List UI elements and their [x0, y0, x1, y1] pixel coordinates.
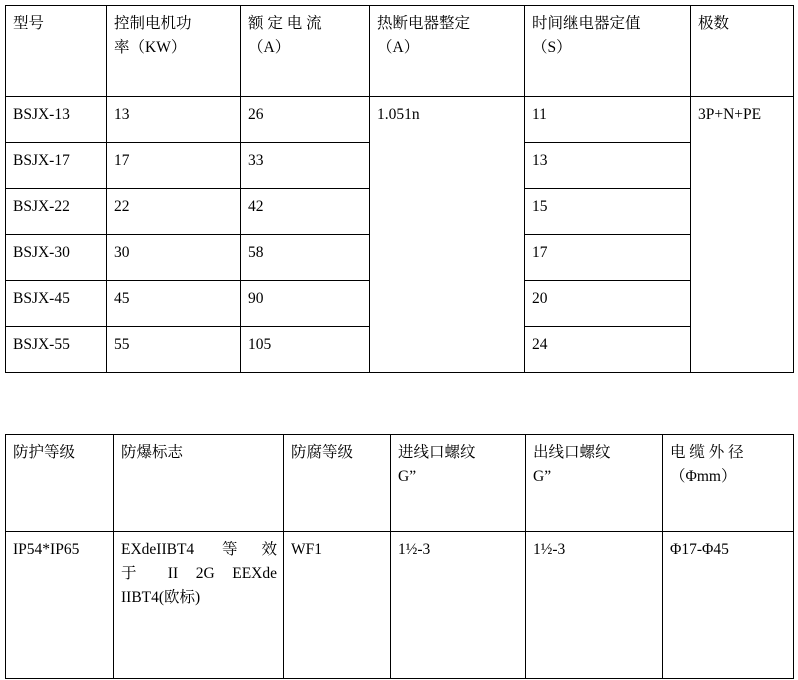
cell-power: 30 [107, 235, 241, 281]
cell-power: 17 [107, 143, 241, 189]
header-cell-poles [691, 6, 794, 97]
cell-poles-merged: 3P+N+PE [691, 97, 794, 373]
header-mark-line1: 防爆标志 [121, 444, 184, 461]
cell-model: BSJX-55 [6, 327, 107, 373]
table-row [6, 97, 794, 143]
header-poles-line1: 极数 [698, 15, 730, 32]
header-inlet-line2: G” [398, 468, 417, 486]
cell-thermal-merged: 1.051n [370, 97, 525, 373]
header-cell-current [241, 6, 370, 97]
cell-model: BSJX-45 [6, 281, 107, 327]
header-cell-inlet-thread [391, 435, 526, 532]
cell-inlet-thread: 1½-3 [391, 532, 526, 679]
cell-time: 20 [525, 281, 691, 327]
header-power-line1: 控制电机功 [114, 15, 192, 32]
cell-outlet-thread: 1½-3 [526, 532, 663, 679]
cell-current: 26 [241, 97, 370, 143]
header-outlet-line1: 出线口螺纹 [533, 444, 611, 461]
header-current-line2: （A） [248, 39, 291, 57]
header-inlet-line1: 进线口螺纹 [398, 444, 476, 461]
mark-line1: EXdeIIBT4 等效 [121, 541, 277, 558]
cell-power: 22 [107, 189, 241, 235]
cell-time: 13 [525, 143, 691, 189]
header-grade-line1: 防护等级 [13, 444, 76, 461]
header-diameter-line2: （Φmm） [670, 468, 737, 486]
cell-current: 42 [241, 189, 370, 235]
cell-model: BSJX-17 [6, 143, 107, 189]
protection-table [5, 434, 794, 679]
header-time-line1: 时间继电器定值 [532, 15, 641, 32]
header-diameter-line1: 电 缆 外 径 [670, 444, 744, 461]
table-row [6, 532, 794, 679]
mark-line2: 于 II 2G EEXde [121, 565, 277, 583]
mark-line3: IIBT4(欧标) [121, 589, 201, 607]
cell-power: 13 [107, 97, 241, 143]
cell-current: 105 [241, 327, 370, 373]
header-cell-explosion-mark [114, 435, 284, 532]
header-cell-corrosion-grade [284, 435, 391, 532]
specs-table [5, 5, 794, 373]
cell-corrosion-grade: WF1 [284, 532, 391, 679]
table-header-row [6, 6, 794, 97]
cell-time: 11 [525, 97, 691, 143]
table-header-row [6, 435, 794, 532]
header-time-line2: （S） [532, 39, 572, 57]
header-cell-thermal [370, 6, 525, 97]
cell-model: BSJX-13 [6, 97, 107, 143]
cell-power: 45 [107, 281, 241, 327]
cell-time: 24 [525, 327, 691, 373]
cell-protection-grade: IP54*IP65 [6, 532, 114, 679]
header-thermal-line2: （A） [377, 39, 420, 57]
header-cell-model [6, 6, 107, 97]
header-cell-time [525, 6, 691, 97]
cell-time: 17 [525, 235, 691, 281]
header-cell-power [107, 6, 241, 97]
header-outlet-line2: G” [533, 468, 552, 486]
header-power-line2: 率（KW） [114, 39, 187, 57]
header-cell-cable-diameter [663, 435, 794, 532]
cell-cable-diameter: Φ17-Φ45 [663, 532, 794, 679]
cell-model: BSJX-22 [6, 189, 107, 235]
cell-power: 55 [107, 327, 241, 373]
cell-time: 15 [525, 189, 691, 235]
header-corrosion-line1: 防腐等级 [291, 444, 354, 461]
cell-model: BSJX-30 [6, 235, 107, 281]
header-model-line1: 型号 [13, 15, 45, 32]
header-cell-outlet-thread [526, 435, 663, 532]
header-current-line1: 额 定 电 流 [248, 15, 322, 32]
header-thermal-line1: 热断电器整定 [377, 15, 471, 32]
header-cell-protection-grade [6, 435, 114, 532]
cell-current: 90 [241, 281, 370, 327]
cell-current: 58 [241, 235, 370, 281]
cell-current: 33 [241, 143, 370, 189]
cell-explosion-mark [114, 532, 284, 679]
